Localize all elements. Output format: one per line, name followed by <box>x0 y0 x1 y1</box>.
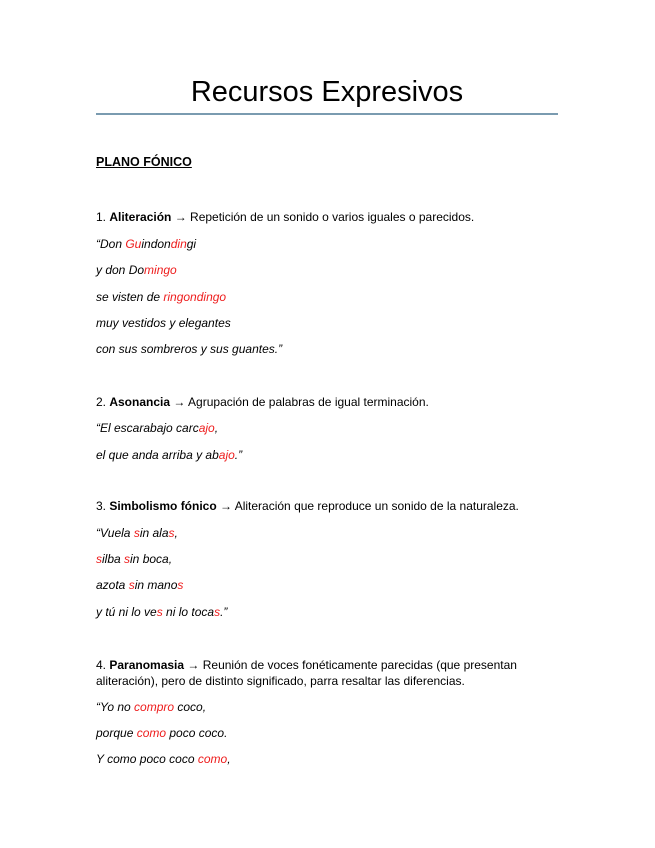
highlighted-sound: s <box>133 526 140 540</box>
verse-text: ni lo toca <box>162 605 215 619</box>
verse-text: Y como poco coco <box>96 752 198 766</box>
verse-line <box>96 526 178 541</box>
verse-text: don <box>150 237 171 251</box>
verse-line <box>96 421 218 436</box>
term: Paranomasia <box>109 658 185 672</box>
definition-4 <box>96 657 526 689</box>
highlighted-sound: Gu <box>125 237 142 251</box>
arrow-icon: → <box>170 395 189 409</box>
highlighted-sound: din <box>170 237 187 251</box>
verse-text: coco, <box>174 700 207 714</box>
verse-text: in mano <box>134 578 178 592</box>
verse-text: ilba <box>102 552 125 566</box>
item-number: 4. <box>96 658 110 672</box>
definition-1 <box>96 210 474 225</box>
verse-text: in ala <box>139 526 169 540</box>
highlighted-sound: s <box>128 578 135 592</box>
definition-text: Repetición de un sonido o varios iguales o parecidos. <box>190 210 475 224</box>
verse-text: .” <box>220 605 228 619</box>
highlighted-sound: como <box>197 752 228 766</box>
verse-text: “Vuela <box>96 526 134 540</box>
highlighted-sound: como <box>136 726 167 740</box>
verse-text: , <box>214 421 219 435</box>
definition-2 <box>96 395 429 410</box>
verse-text: , <box>174 526 178 540</box>
verse-text: “El escarabajo carc <box>96 421 199 435</box>
verse-text: “Yo no <box>96 700 135 714</box>
verse-text: , <box>227 752 231 766</box>
verse-text: muy vestidos y elegantes <box>96 316 231 330</box>
arrow-icon: → <box>171 210 191 224</box>
verse-line <box>96 448 242 463</box>
highlighted-sound: s <box>168 526 175 540</box>
highlighted-sound: s <box>156 605 163 619</box>
verse-text: gi <box>186 237 197 251</box>
verse-text: azota <box>96 578 129 592</box>
item-number: 1. <box>96 210 110 224</box>
verse-text: “Don <box>96 237 126 251</box>
item-number: 3. <box>96 499 110 513</box>
item-number: 2. <box>96 395 110 409</box>
verse-line <box>96 700 206 715</box>
highlighted-sound: ajo <box>218 448 235 462</box>
section-heading: PLANO FÓNICO <box>96 155 192 169</box>
verse-line <box>96 552 172 567</box>
arrow-icon: → <box>184 658 203 672</box>
definition-3 <box>96 499 519 514</box>
term: Simbolismo fónico <box>109 499 217 513</box>
verse-line <box>96 316 231 331</box>
definition-text: Aliteración que reproduce un sonido de la naturaleza. <box>234 499 519 513</box>
verse-text: poco coco. <box>166 726 228 740</box>
highlighted-sound: mingo <box>144 263 177 277</box>
definition-text: Agrupación de palabras de igual terminación. <box>188 395 429 409</box>
verse-text: y tú ni lo ve <box>96 605 157 619</box>
verse-text: con sus sombreros y sus guantes.” <box>96 342 283 356</box>
verse-text: in boca, <box>130 552 173 566</box>
title-divider <box>96 113 558 115</box>
verse-line <box>96 237 196 252</box>
definition-text: Reunión de voces fonéticamente parecidas (que presentan aliteración), pero de distinto significado, parra resaltar las diferencias. <box>96 658 517 688</box>
verse-line <box>96 290 226 305</box>
highlighted-sound: ringondingo <box>163 290 227 304</box>
term: Aliteración <box>109 210 172 224</box>
highlighted-sound: ajo <box>198 421 215 435</box>
highlighted-sound: s <box>214 605 221 619</box>
term: Asonancia <box>109 395 171 409</box>
arrow-icon: → <box>216 499 235 513</box>
verse-text: el que anda arriba y ab <box>96 448 219 462</box>
verse-text: in <box>141 237 151 251</box>
verse-text: se visten de <box>96 290 164 304</box>
verse-line <box>96 752 231 767</box>
verse-line <box>96 578 183 593</box>
verse-text: porque <box>96 726 137 740</box>
verse-text: .” <box>234 448 243 462</box>
verse-line <box>96 605 227 620</box>
page-title: Recursos Expresivos <box>190 76 464 108</box>
highlighted-sound: compro <box>134 700 175 714</box>
verse-text: y don Do <box>96 263 145 277</box>
highlighted-sound: s <box>177 578 184 592</box>
verse-line <box>96 342 282 357</box>
highlighted-sound: s <box>124 552 131 566</box>
verse-line <box>96 263 177 278</box>
highlighted-sound: s <box>96 552 102 566</box>
verse-line <box>96 726 227 741</box>
